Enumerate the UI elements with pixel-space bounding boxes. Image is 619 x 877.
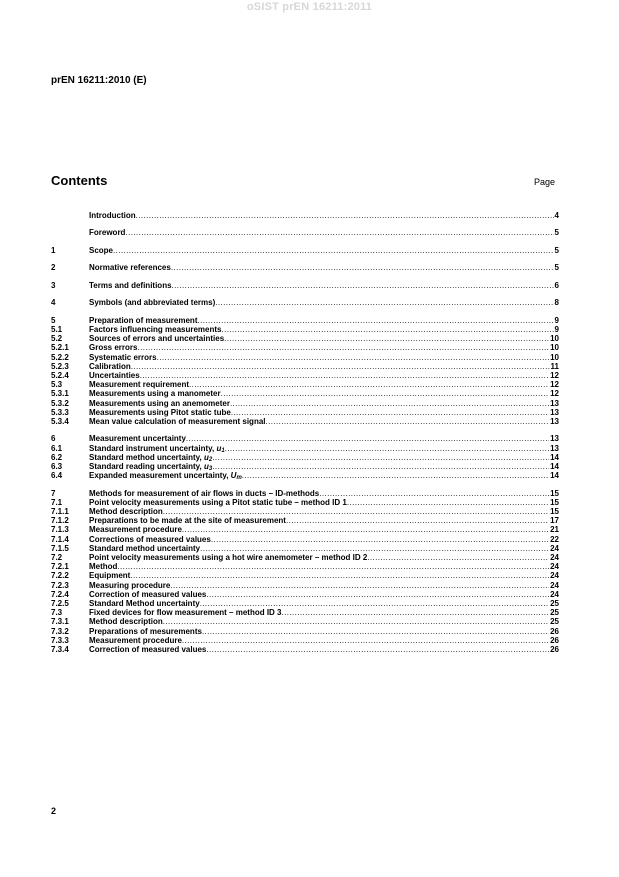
toc-entry[interactable] (51, 562, 559, 571)
toc-entry-title-text: Preparations of mesurements (89, 626, 202, 636)
toc-entry-title (89, 389, 221, 398)
contents-title: Contents (51, 173, 108, 188)
toc-entry-page: 25 (550, 617, 559, 627)
toc-entry-number: 5.1 (51, 325, 63, 335)
toc-entry-page: 25 (550, 608, 559, 618)
toc-entry-number: 7.3.3 (51, 635, 69, 645)
toc-entry-title (89, 525, 182, 534)
toc-entry[interactable] (51, 316, 559, 325)
toc-entry-title (89, 343, 137, 352)
toc-entry[interactable] (51, 507, 559, 516)
toc-dot-leader (113, 246, 554, 255)
toc-dot-leader (197, 316, 553, 325)
toc-entry-title-text: Measurements using Pitot static tube (89, 407, 231, 417)
toc-entry-title (89, 380, 189, 389)
toc-entry-page: 24 (550, 571, 559, 581)
toc-entry-number: 7.1.4 (51, 534, 69, 544)
toc-entry-title-text: Introduction (89, 211, 136, 220)
toc-dot-leader (182, 636, 549, 645)
toc-entry-page: 13 (550, 398, 559, 408)
toc-entry[interactable] (51, 599, 559, 608)
toc-dot-leader (125, 228, 553, 237)
toc-entry-title-text: Factors influencing measurements (89, 325, 222, 335)
toc-entry-number: 6.1 (51, 443, 63, 453)
toc-entry[interactable] (51, 498, 559, 507)
toc-entry-title (89, 627, 202, 636)
toc-entry-page: 15 (550, 497, 559, 507)
toc-dot-leader (231, 408, 549, 417)
toc-entry-number: 7.1.5 (51, 543, 69, 553)
toc-entry-title-text: Measurement requirement (89, 380, 190, 390)
toc-dot-leader (266, 417, 550, 426)
toc-entry-page: 22 (550, 534, 559, 544)
toc-entry-page: 24 (550, 553, 559, 562)
toc-entry-title-text: Uncertainties (89, 371, 140, 381)
toc-entry-number: 5.3.1 (51, 389, 69, 399)
toc-entry-symbol-subscript: 2 (208, 456, 213, 463)
toc-entry-number: 7.1.3 (51, 525, 69, 535)
toc-entry[interactable] (51, 228, 559, 237)
footer-page-number: 2 (51, 806, 57, 816)
toc-entry-symbol-subscript: m (236, 475, 242, 482)
toc-entry-title-text: Normative references (89, 263, 171, 273)
toc-entry-number: 6.3 (51, 462, 63, 472)
toc-entry[interactable] (51, 544, 559, 553)
toc-entry-number: 6 (51, 434, 56, 444)
toc-entry-number: 7.3 (51, 608, 63, 618)
toc-entry-page: 13 (550, 407, 559, 417)
toc-entry[interactable] (51, 581, 559, 590)
toc-entry-page: 13 (550, 434, 559, 444)
toc-entry-title (89, 498, 347, 507)
toc-entry-title-text: Preparations to be made at the site of measurement (89, 516, 286, 526)
toc-entry-page: 17 (550, 516, 559, 526)
table-of-contents (51, 211, 559, 654)
toc-entry[interactable] (51, 489, 559, 498)
toc-entry[interactable] (51, 389, 559, 398)
toc-entry-title-text: Equipment (89, 571, 131, 581)
toc-entry[interactable] (51, 471, 559, 480)
toc-entry[interactable] (51, 535, 559, 544)
toc-entry-title-text: Measurement procedure (89, 525, 182, 535)
toc-entry[interactable] (51, 525, 559, 534)
toc-entry-number: 7.3.1 (51, 617, 69, 627)
toc-entry[interactable] (51, 371, 559, 380)
toc-entry-title-text: Scope (89, 245, 114, 255)
toc-entry-title-text: Standard reading uncertainty, (89, 462, 204, 472)
toc-entry-page: 26 (550, 626, 559, 636)
toc-entry-title (89, 316, 197, 325)
toc-entry[interactable] (51, 362, 559, 371)
toc-entry-number: 5.3.3 (51, 407, 69, 417)
toc-entry[interactable] (51, 434, 559, 443)
toc-dot-leader (200, 599, 549, 608)
toc-dot-leader (319, 489, 549, 498)
toc-entry-number: 7.1 (51, 497, 63, 507)
toc-entry-title-text: Correction of measured values (89, 589, 207, 599)
toc-entry-title-text: Sources of errors and uncertainties (89, 334, 225, 344)
toc-entry-page: 5 (554, 228, 559, 238)
toc-entry-number: 5 (51, 315, 56, 325)
toc-entry-title (89, 553, 367, 562)
toc-entry-title-text: Standard method uncertainty, (89, 452, 204, 462)
toc-entry-page: 12 (550, 371, 559, 381)
document-id: prEN 16211:2010 (E) (51, 75, 147, 86)
toc-entry-title (89, 544, 200, 553)
toc-entry-number: 7.2.2 (51, 571, 69, 581)
toc-entry[interactable] (51, 408, 559, 417)
toc-dot-leader (367, 553, 549, 562)
toc-entry-title-text: Standard instrument uncertainty, (89, 443, 217, 453)
toc-entry-number: 7.2.3 (51, 580, 69, 590)
toc-entry-number: 7.2.1 (51, 562, 69, 572)
toc-entry-page: 26 (550, 635, 559, 645)
toc-entry-number: 6.4 (51, 471, 63, 481)
toc-entry-title-text: Fixed devices for flow measurement – method ID 3 (89, 608, 282, 618)
toc-dot-leader (130, 571, 549, 580)
toc-entry-title (89, 263, 171, 272)
toc-entry-page: 15 (550, 507, 559, 517)
toc-dot-leader (202, 627, 549, 636)
toc-entry-title (89, 562, 117, 571)
toc-dot-leader (163, 617, 549, 626)
toc-entry-number: 5.2.4 (51, 371, 69, 381)
toc-dot-leader (221, 325, 553, 334)
toc-entry-page: 25 (550, 598, 559, 608)
toc-entry[interactable] (51, 325, 559, 334)
toc-entry-title-text: Measuring procedure (89, 580, 171, 590)
toc-dot-leader (206, 645, 549, 654)
toc-entry-symbol: u (203, 462, 209, 472)
toc-entry[interactable] (51, 263, 559, 272)
toc-entry-title (89, 571, 130, 580)
toc-entry[interactable] (51, 211, 559, 220)
toc-entry-number: 7.3.2 (51, 626, 69, 636)
toc-dot-leader (200, 544, 549, 553)
toc-entry-title (89, 489, 319, 498)
toc-entry-title (89, 371, 140, 380)
toc-entry-symbol-subscript: 3 (208, 466, 213, 473)
toc-dot-leader (172, 281, 554, 290)
toc-entry-page: 24 (550, 580, 559, 590)
toc-entry-page: 24 (550, 543, 559, 553)
toc-dot-leader (206, 590, 549, 599)
toc-entry-title (89, 362, 131, 371)
toc-entry-symbol-subscript: 1 (221, 447, 225, 454)
toc-entry-title-text: Measurements using an anemometer (89, 398, 230, 408)
toc-entry-symbol: U (230, 471, 237, 481)
toc-entry-number: 5.3.4 (51, 416, 69, 426)
toc-entry-symbol: u (203, 452, 209, 462)
toc-entry-title (89, 281, 172, 290)
toc-entry-title-text: Measurement uncertainty (89, 434, 186, 444)
toc-entry-page: 12 (550, 380, 559, 390)
toc-entry-title-text: Foreword (89, 228, 126, 238)
toc-entry-page: 13 (550, 416, 559, 426)
toc-entry-title-text: Measurements using a manometer (89, 389, 221, 399)
toc-entry-title-text: Terms and definitions (89, 280, 172, 290)
toc-entry[interactable] (51, 444, 559, 453)
toc-entry-number: 7.2.5 (51, 598, 69, 608)
toc-entry-page: 15 (550, 488, 559, 498)
toc-entry-number: 7.1.2 (51, 516, 69, 526)
toc-entry-title (89, 228, 125, 237)
toc-entry-title-text: Method (89, 562, 118, 572)
toc-entry-title-text: Point velocity measurements using a Pitot static tube – method ID 1 (89, 497, 347, 507)
toc-entry-title-text: Calibration (89, 361, 131, 371)
toc-dot-leader (171, 263, 554, 272)
toc-entry[interactable] (51, 281, 559, 290)
toc-entry-title (89, 417, 266, 426)
toc-dot-leader (189, 380, 549, 389)
toc-entry-title-text: Method description (89, 617, 163, 627)
toc-entry-title (89, 211, 136, 220)
toc-entry-page: 10 (550, 352, 559, 362)
toc-entry-title (89, 298, 215, 307)
toc-entry-page: 24 (550, 589, 559, 599)
toc-entry[interactable] (51, 553, 559, 562)
toc-dot-leader (182, 525, 549, 534)
toc-dot-leader (157, 353, 550, 362)
toc-entry-title (89, 645, 206, 654)
toc-entry-page: 14 (550, 462, 559, 472)
toc-entry-title (89, 516, 286, 525)
toc-entry-title (89, 581, 170, 590)
toc-entry[interactable] (51, 343, 559, 352)
toc-dot-leader (230, 399, 549, 408)
toc-dot-leader (137, 343, 549, 352)
toc-entry-page: 14 (550, 471, 559, 481)
toc-entry-number: 2 (51, 263, 56, 273)
toc-dot-leader (186, 434, 549, 443)
toc-dot-leader (211, 535, 549, 544)
toc-entry-title (89, 334, 224, 343)
toc-entry[interactable] (51, 571, 559, 580)
toc-dot-leader (286, 516, 549, 525)
toc-dot-leader (242, 471, 549, 480)
toc-entry-title (89, 590, 206, 599)
toc-dot-leader (224, 334, 549, 343)
toc-entry-title-text: Method description (89, 507, 163, 517)
toc-entry-number: 5.2.1 (51, 343, 69, 353)
toc-entry-title (89, 434, 186, 443)
toc-entry-number: 5.3 (51, 380, 63, 390)
toc-entry-title (89, 507, 163, 516)
toc-dot-leader (170, 581, 549, 590)
toc-entry-title-text: Mean value calculation of measurement signal (89, 416, 266, 426)
toc-entry-title-text: Expanded measurement uncertainty, (89, 471, 231, 481)
toc-entry[interactable] (51, 453, 559, 462)
toc-dot-leader (221, 389, 549, 398)
toc-entry-page: 9 (554, 315, 559, 325)
toc-entry[interactable] (51, 617, 559, 626)
toc-entry-title (89, 325, 221, 334)
toc-dot-leader (117, 562, 549, 571)
toc-entry-title (89, 246, 113, 255)
toc-entry-number: 3 (51, 280, 56, 290)
watermark: oSIST prEN 16211:2011 (246, 1, 373, 13)
toc-entry[interactable] (51, 462, 559, 471)
toc-entry-number: 7.2.4 (51, 589, 69, 599)
toc-entry-title (89, 636, 182, 645)
toc-dot-leader (136, 211, 554, 220)
toc-entry[interactable] (51, 645, 559, 654)
toc-entry[interactable] (51, 636, 559, 645)
toc-entry-number: 6.2 (51, 452, 63, 462)
toc-entry-number: 4 (51, 298, 56, 308)
toc-entry-title-text: Symbols (and abbreviated terms) (89, 298, 216, 308)
toc-dot-leader (163, 507, 549, 516)
toc-entry-title-text: Correction of measured values (89, 644, 207, 654)
toc-entry-title-text: Standard Method uncertainty (89, 598, 200, 608)
toc-entry[interactable] (51, 608, 559, 617)
toc-entry-page: 4 (554, 211, 559, 220)
toc-entry-page: 21 (550, 525, 559, 535)
toc-entry-number: 7.3.4 (51, 644, 69, 654)
toc-dot-leader (282, 608, 550, 617)
toc-entry-page: 12 (550, 389, 559, 399)
toc-entry-page: 5 (554, 263, 559, 273)
toc-entry-title (89, 535, 211, 544)
toc-entry-page: 11 (550, 361, 559, 371)
toc-entry-title-text: Systematic errors (89, 352, 157, 362)
toc-entry-number: 5.2.3 (51, 361, 69, 371)
toc-dot-leader (212, 462, 549, 471)
toc-entry[interactable] (51, 334, 559, 343)
page-column-label: Page (534, 177, 556, 187)
toc-entry-number: 5.2 (51, 334, 63, 344)
toc-dot-leader (140, 371, 549, 380)
toc-entry-title-text: Corrections of measured values (89, 534, 211, 544)
toc-entry[interactable] (51, 627, 559, 636)
toc-entry-number: 7 (51, 488, 56, 498)
toc-entry-number: 5.3.2 (51, 398, 69, 408)
toc-entry-page: 9 (554, 325, 559, 335)
toc-entry[interactable] (51, 298, 559, 307)
toc-entry-page: 14 (550, 452, 559, 462)
toc-entry-number: 7.1.1 (51, 507, 69, 517)
toc-entry[interactable] (51, 399, 559, 408)
toc-entry-title (89, 353, 157, 362)
toc-entry[interactable] (51, 516, 559, 525)
toc-entry-title (89, 408, 231, 417)
toc-entry-title-text: Methods for measurement of air flows in ducts – ID-methods (89, 488, 320, 498)
toc-dot-leader (131, 362, 550, 371)
toc-dot-leader (225, 444, 549, 453)
toc-entry-title-text: Gross errors (89, 343, 138, 353)
toc-entry-number: 5.2.2 (51, 352, 69, 362)
toc-entry[interactable] (51, 353, 559, 362)
toc-dot-leader (347, 498, 549, 507)
toc-entry-page: 13 (550, 443, 559, 453)
toc-entry[interactable] (51, 417, 559, 426)
toc-entry-page: 10 (550, 343, 559, 353)
toc-entry-page: 10 (550, 334, 559, 344)
toc-dot-leader (215, 298, 553, 307)
toc-entry[interactable] (51, 590, 559, 599)
toc-entry-page: 24 (550, 562, 559, 572)
toc-entry-symbol: u (216, 443, 222, 453)
toc-entry-number: 1 (51, 245, 56, 255)
toc-entry[interactable] (51, 246, 559, 255)
toc-dot-leader (212, 453, 549, 462)
toc-entry-number: 7.2 (51, 553, 63, 562)
toc-entry-page: 26 (550, 644, 559, 654)
toc-entry-page: 8 (554, 298, 559, 308)
toc-entry-title-text: Point velocity measurements using a hot wire anemometer – method ID 2 (89, 553, 368, 562)
toc-entry-page: 6 (554, 280, 559, 290)
toc-entry-title-text: Standard method uncertainty (89, 543, 201, 553)
toc-entry[interactable] (51, 380, 559, 389)
toc-entry-title (89, 471, 242, 483)
toc-entry-title-text: Preparation of measurement (89, 315, 198, 325)
toc-entry-title (89, 399, 230, 408)
toc-entry-title (89, 608, 282, 617)
toc-entry-title (89, 599, 200, 608)
toc-entry-title-text: Measurement procedure (89, 635, 182, 645)
toc-entry-title (89, 617, 163, 626)
toc-entry-page: 5 (554, 245, 559, 255)
